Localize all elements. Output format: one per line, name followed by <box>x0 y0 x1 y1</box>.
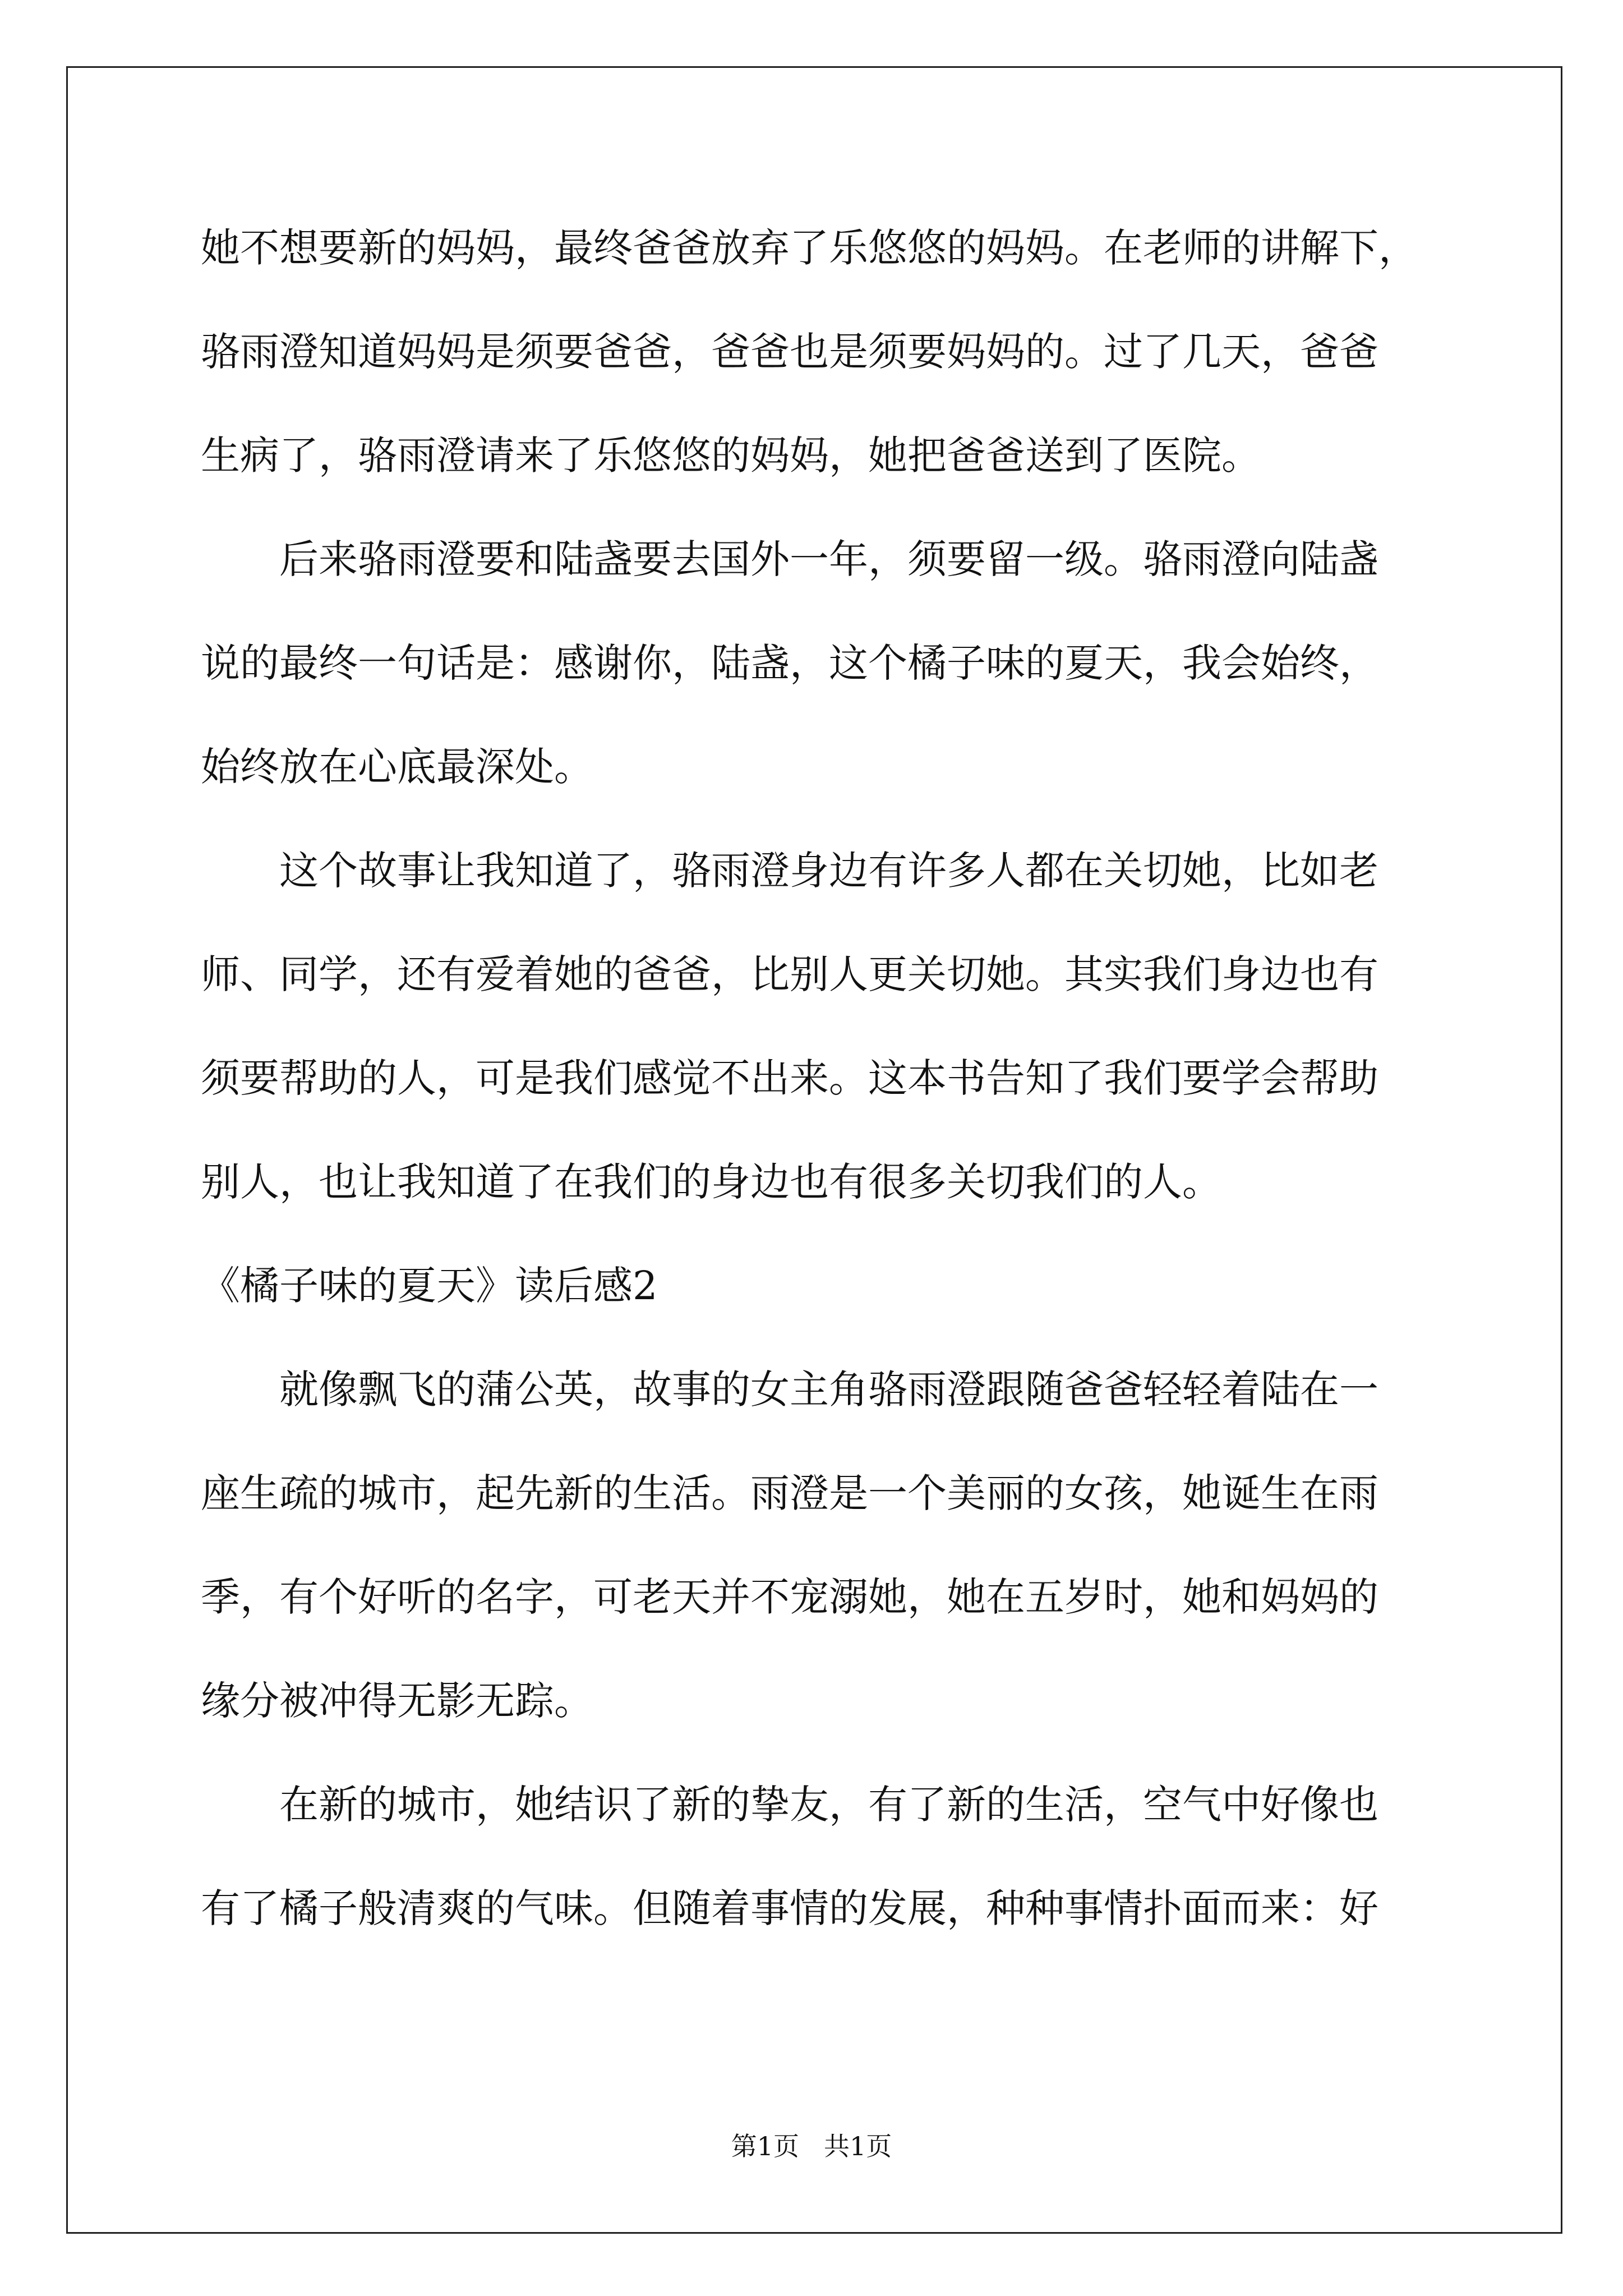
text-line: 说的最终一句话是：感谢你，陆盏，这个橘子味的夏天，我会始终， <box>201 640 1378 686</box>
paragraph-start: 在新的城市，她结识了新的挚友，有了新的生活，空气中好像也 <box>279 1782 1378 1828</box>
paragraph-start: 后来骆雨澄要和陆盏要去国外一年，须要留一级。骆雨澄向陆盏 <box>279 536 1378 582</box>
text-line: 有了橘子般清爽的气味。但随着事情的发展，种种事情扑面而来：好 <box>201 1885 1378 1931</box>
paragraph-start: 这个故事让我知道了，骆雨澄身边有许多人都在关切她，比如老 <box>279 848 1378 894</box>
page-total: 共1页 <box>824 2131 892 2161</box>
section-title: 《橘子味的夏天》读后感2 <box>201 1263 658 1309</box>
text-line: 缘分被冲得无影无踪。 <box>201 1678 593 1724</box>
paragraph-start: 就像飘飞的蒲公英，故事的女主角骆雨澄跟随爸爸轻轻着陆在一 <box>279 1366 1378 1412</box>
text-line: 她不想要新的妈妈，最终爸爸放弃了乐悠悠的妈妈。在老师的讲解下， <box>201 225 1418 271</box>
text-line: 始终放在心底最深处。 <box>201 744 593 790</box>
text-line: 生病了，骆雨澄请来了乐悠悠的妈妈，她把爸爸送到了医院。 <box>201 432 1261 478</box>
text-line: 座生疏的城市，起先新的生活。雨澄是一个美丽的女孩，她诞生在雨 <box>201 1470 1378 1516</box>
page-number: 第1页 <box>731 2131 799 2161</box>
text-line: 别人，也让我知道了在我们的身边也有很多关切我们的人。 <box>201 1159 1221 1205</box>
document-body <box>201 196 1463 1961</box>
text-line: 须要帮助的人，可是我们感觉不出来。这本书告知了我们要学会帮助 <box>201 1055 1378 1101</box>
page-footer <box>0 2129 1623 2163</box>
text-line: 骆雨澄知道妈妈是须要爸爸，爸爸也是须要妈妈的。过了几天，爸爸 <box>201 329 1378 375</box>
text-line: 师、同学，还有爱着她的爸爸，比别人更关切她。其实我们身边也有 <box>201 951 1378 997</box>
text-line: 季，有个好听的名字，可老天并不宠溺她，她在五岁时，她和妈妈的 <box>201 1574 1378 1620</box>
